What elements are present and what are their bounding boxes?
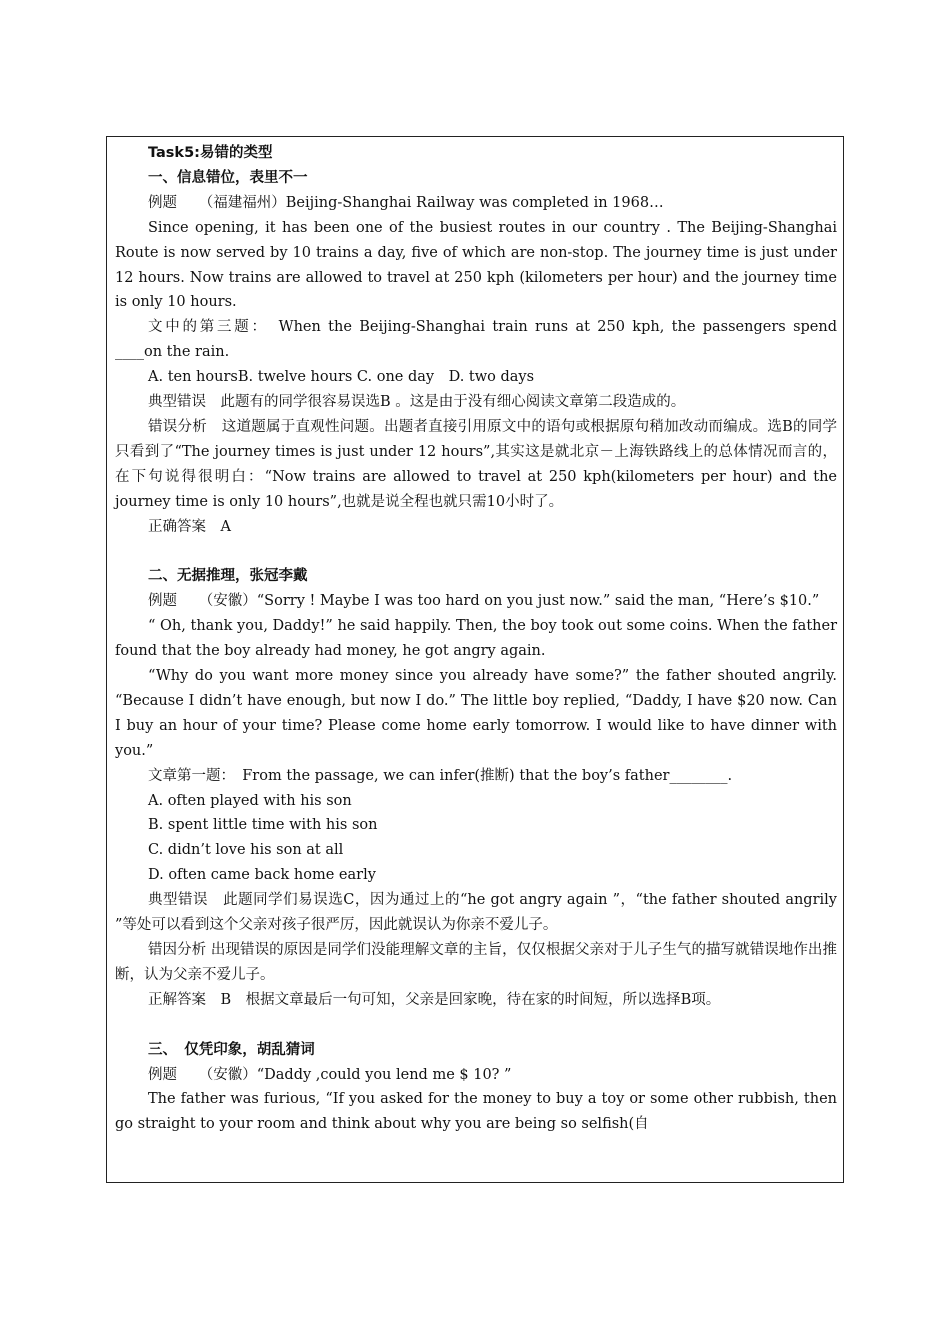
task-title: Task5:易错的类型	[148, 145, 273, 161]
section3-passage: The father was furious, “If you asked for the money to buy a toy or some other rubbish, then go straight to your room and think about why you are being so selfish(自	[115, 1091, 837, 1133]
section2-heading: 二、无据推理，张冠李戴	[148, 568, 308, 585]
spacer	[115, 540, 837, 565]
document-body	[115, 141, 837, 1137]
spacer	[115, 1013, 837, 1038]
section1-example: 例题 （福建福州）Beijing-Shanghai Railway was completed in 1968…	[148, 194, 664, 211]
section3-example: 例题 （安徽）“Daddy ,could you lend me $ 10? ”	[148, 1066, 512, 1083]
section2-answer: 正解答案 B 根据文章最后一句可知，父亲是回家晚，待在家的时间短，所以选择B项。	[148, 991, 721, 1008]
section3-heading: 三、 仅凭印象，胡乱猜词	[148, 1041, 315, 1058]
section1-answer: 正确答案 A	[148, 518, 231, 535]
section1-question: 文中的第三题： When the Beijing-Shanghai train runs at 250 kph, the passengers spend ____on the rain.	[115, 319, 837, 361]
section2-option-a: A. often played with his son	[148, 792, 352, 809]
section2-option-c: C. didn’t love his son at all	[148, 842, 344, 859]
section2-example: 例题 （安徽）“Sorry ! Maybe I was too hard on you just now.” said the man, “Here’s $10.”	[148, 593, 820, 610]
section2-paragraph-1: “ Oh, thank you, Daddy!” he said happily. Then, the boy took out some coins. When the father found that the boy already had money, he got angry again.	[115, 618, 837, 660]
section1-heading: 一、信息错位，表里不一	[148, 169, 308, 186]
section2-question: 文章第一题： From the passage, we can infer(推断) that the boy’s father________.	[148, 767, 733, 784]
section1-passage: Since opening, it has been one of the busiest routes in our country . The Beijing-Shanghai Route is now served by 10 trains a day, five of which are non-stop. The journey time is just under 12 hours. Now trains are allowed to travel at 250 kph (kilometers per hour) and the journey time is only 10 hours.	[115, 219, 837, 311]
section2-typical-error: 典型错误 此题同学们易误选C，因为通过上的“he got angry again ”，“the father shouted angrily ”等处可以看到这个父亲对孩子很严厉，因此就误认为你亲不爱儿子。	[115, 892, 837, 934]
section2-option-d: D. often came back home early	[148, 867, 376, 884]
section1-typical-error: 典型错误 此题有的同学很容易误选B 。这是由于没有细心阅读文章第二段造成的。	[148, 394, 686, 411]
section2-option-b: B. spent little time with his son	[148, 817, 378, 834]
section1-analysis: 错误分析 这道题属于直观性问题。出题者直接引用原文中的语句或根据原句稍加改动而编成。选B的同学只看到了“The journey times is just under 12 hours”,其实这是就北京－上海铁路线上的总体情况而言的，在下句说得很明白：“Now trains are allowed to travel at 250 kph(kilometers per hour) and the journey time is only 10 hours”,也就是说全程也就只需10小时了。	[115, 418, 837, 510]
section2-analysis: 错因分析 出现错误的原因是同学们没能理解文章的主旨，仅仅根据父亲对于儿子生气的描写就错误地作出推断，认为父亲不爱儿子。	[115, 941, 837, 983]
text-box	[106, 136, 844, 1183]
section1-options: A. ten hoursB. twelve hours C. one day D. two days	[148, 369, 535, 386]
section2-paragraph-2: “Why do you want more money since you already have some?” the father shouted angrily. “Because I didn’t have enough, but now I do.” The little boy replied, “Daddy, I have $20 now. Can I buy an hour of your time? Please come home early tomorrow. I would like to have dinner with you.”	[115, 668, 837, 759]
